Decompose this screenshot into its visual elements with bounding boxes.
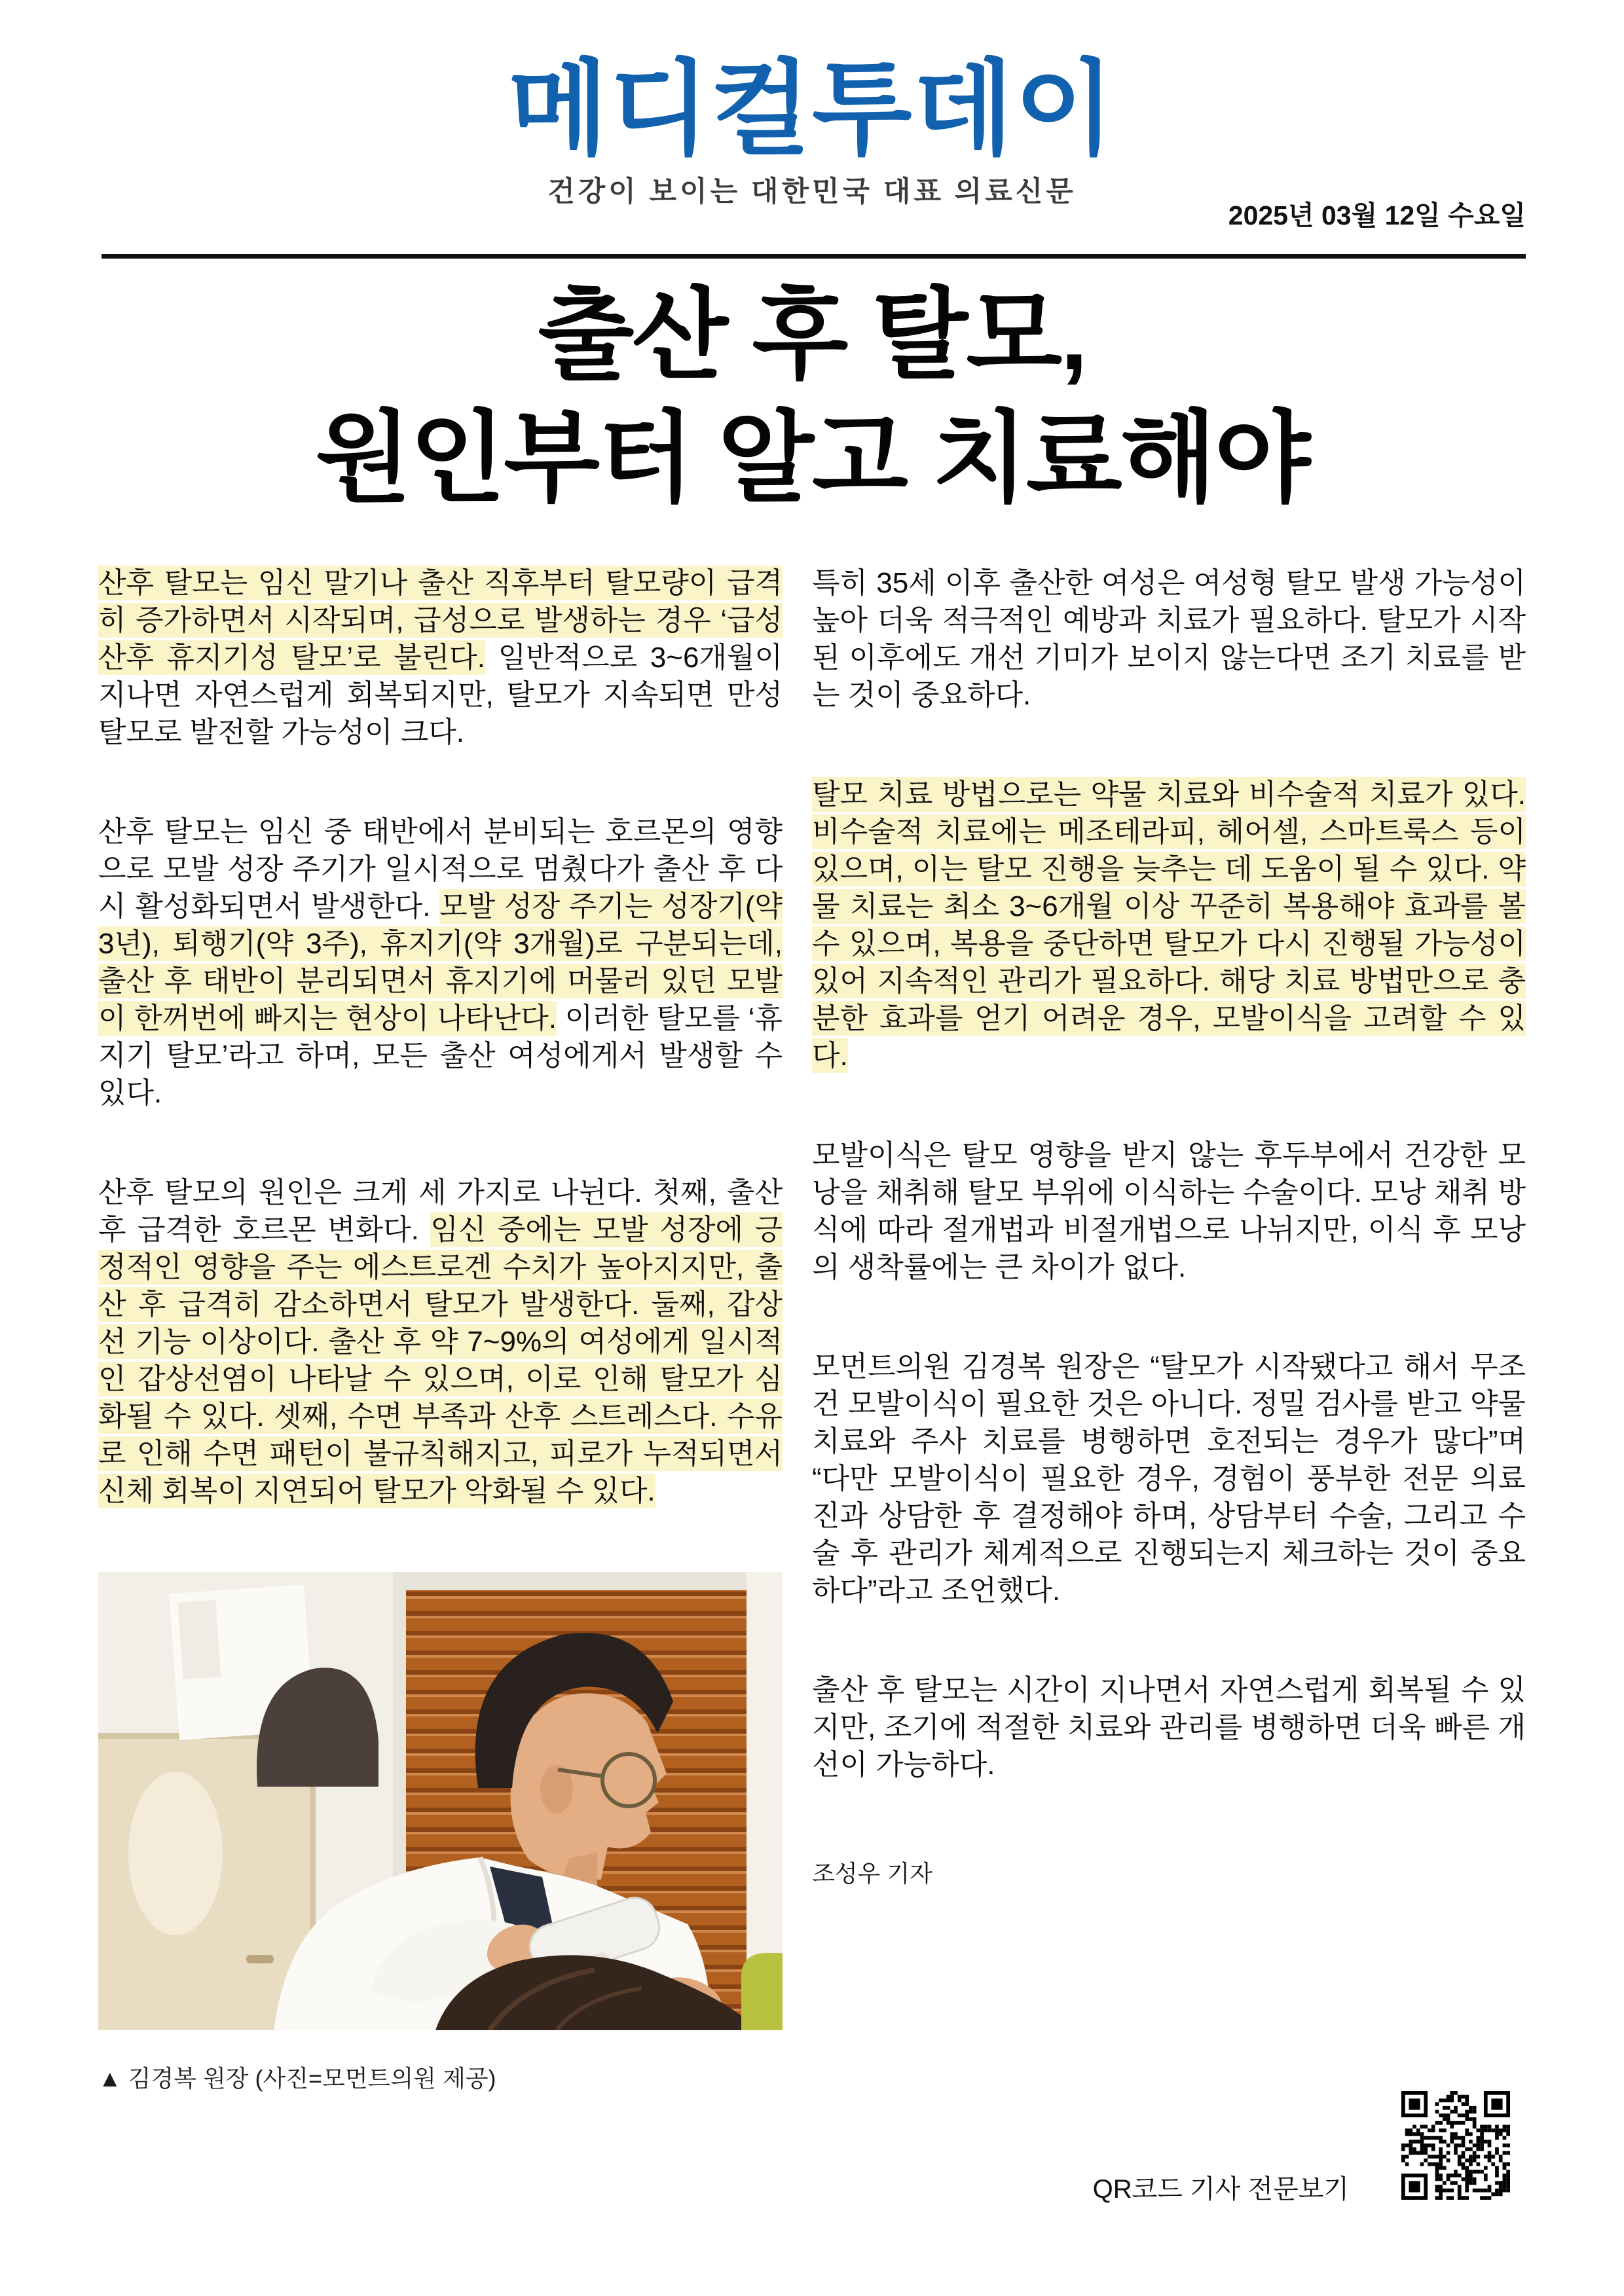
paragraph-right-5: [812, 1671, 1526, 1783]
qr-code: [1401, 2091, 1510, 2200]
left-column: [98, 564, 783, 2094]
article-photo: [98, 1572, 783, 2030]
paragraph-left-3: [98, 1174, 783, 1510]
paragraph-right-1: [812, 564, 1526, 714]
article-body: [98, 564, 1526, 2094]
masthead-tagline: 건강이 보이는 대한민국 대표 의료신문: [547, 177, 1077, 208]
paragraph-left-1: [98, 564, 783, 751]
body-text: 일반적으로 3~6개월이 지나면 자연스럽게 회복되지만, 탈모가 지속되면 만성 탈모로 발전할 가능성이 크다.: [98, 642, 783, 748]
body-text: 산후 탈모는 임신 중 태반에서 분비되는 호르몬의 영향으로 모발 성장 주기가 일시적으로 멈췄다가 출산 후 다시 활성화되면서 발생한다.: [98, 816, 783, 922]
paragraph-left-2: [98, 813, 783, 1112]
paragraph-right-2: [812, 776, 1526, 1074]
highlighted-text: 임신 중에는 모발 성장에 긍정적인 영향을 주는 에스트로겐 수치가 높아지지만, 출산 후 급격히 감소하면서 탈모가 발생한다. 둘째, 갑상선 기능 이상이다. 출산 후 약 7~9%의 여성에게 일시적인 갑상선염이 나타날 수 있으며, 이로 인해 탈모가 심화될 수 있다. 셋째, 수면 부족과 산후 스트레스다. 수유로 인해 수면 패턴이 불규칙해지고, 피로가 누적되면서 신체 회복이 지연되어 탈모가 악화될 수 있다.: [98, 1214, 783, 1507]
highlighted-text: 산후 탈모는 임신 말기나 출산 직후부터 탈모량이 급격히 증가하면서 시작되며, 급성으로 발생하는 경우 ‘급성 산후 휴지기성 탈모’로 불린다.: [98, 567, 783, 674]
highlighted-text: 모발 성장 주기는 성장기(약 3년), 퇴행기(약 3주), 휴지기(약 3개월)로 구분되는데, 출산 후 태반이 분리되면서 휴지기에 머물러 있던 모발이 한꺼번에 빠지는 현상이 나타난다.: [98, 890, 783, 1034]
body-text: 특히 35세 이후 출산한 여성은 여성형 탈모 발생 가능성이 높아 더욱 적극적인 예방과 치료가 필요하다. 탈모가 시작된 이후에도 개선 기미가 보이지 않는다면 조기 치료를 받는 것이 중요하다.: [812, 567, 1526, 711]
byline: 조성우 기자: [812, 1860, 932, 1887]
chair-headrest-graphic: [741, 1953, 783, 2030]
highlighted-text: 탈모 치료 방법으로는 약물 치료와 비수술적 치료가 있다. 비수술적 치료에는 메조테라피, 헤어셀, 스마트룩스 등이 있으며, 이는 탈모 진행을 늦추는 데 도움이 될 수 있다. 약물 치료는 최소 3~6개월 이상 꾸준히 복용해야 효과를 볼 수 있으며, 복용을 중단하면 탈모가 다시 진행될 가능성이 있어 지속적인 관리가 필요하다. 해당 치료 방법만으로 충분한 효과를 얻기 어려운 경우, 모발이식을 고려할 수 있다.: [812, 778, 1526, 1072]
photo-caption: ▲ 김경복 원장 (사진=모먼트의원 제공): [98, 2065, 496, 2092]
body-text: 출산 후 탈모는 시간이 지나면서 자연스럽게 회복될 수 있지만, 조기에 적절한 치료와 관리를 병행하면 더욱 빠른 개선이 가능하다.: [812, 1674, 1526, 1781]
qr-caption: QR코드 기사 전문보기: [1092, 2175, 1349, 2204]
clinic-photo-illustration: [98, 1572, 783, 2030]
headline: [0, 274, 1624, 520]
paragraph-right-3: [812, 1137, 1526, 1286]
right-column: [812, 564, 1526, 2094]
masthead-logo: 메디컬투데이: [508, 52, 1116, 167]
paragraph-right-4: [812, 1348, 1526, 1609]
header-divider: [101, 254, 1526, 259]
headline-line1: 출산 후 탈모,: [538, 280, 1086, 391]
issue-date: 2025년 03월 12일 수요일: [1228, 200, 1526, 230]
body-text: 모발이식은 탈모 영향을 받지 않는 후두부에서 건강한 모낭을 채취해 탈모 부위에 이식하는 수술이다. 모낭 채취 방식에 따라 절개법과 비절개법으로 나뉘지만, 이식 후 모낭의 생착률에는 큰 차이가 없다.: [812, 1139, 1526, 1283]
body-text: 산후 탈모의 원인은 크게 세 가지로 나뉜다. 첫째, 출산 후 급격한 호르몬 변화다.: [98, 1176, 783, 1246]
body-text: 모먼트의원 김경복 원장은 “탈모가 시작됐다고 해서 무조건 모발이식이 필요한 것은 아니다. 정밀 검사를 받고 약물 치료와 주사 치료를 병행하면 호전되는 경우가 많다”며 “다만 모발이식이 필요한 경우, 경험이 풍부한 전문 의료진과 상담한 후 결정해야 하며, 상담부터 수술, 그리고 수술 후 관리가 체계적으로 진행되는지 체크하는 것이 중요하다”라고 조언했다.: [812, 1351, 1526, 1607]
headline-line2: 원인부터 알고 치료해야: [315, 403, 1309, 515]
body-text: 이러한 탈모를 ‘휴지기 탈모’라고 하며, 모든 출산 여성에게서 발생할 수 있다.: [98, 1002, 783, 1109]
